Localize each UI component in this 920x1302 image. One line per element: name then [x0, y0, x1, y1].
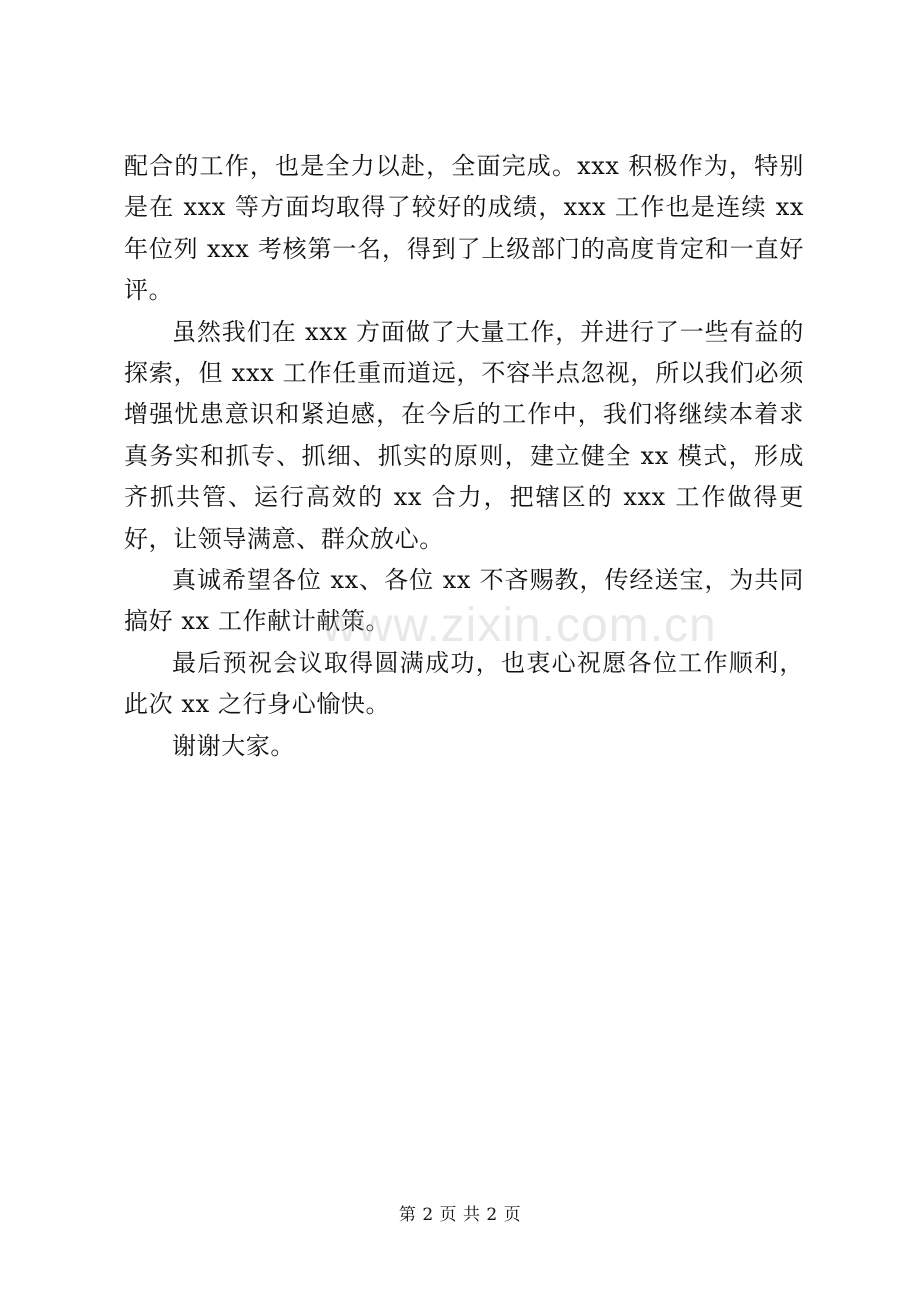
page-number-footer: 第 2 页 共 2 页: [398, 1205, 522, 1225]
paragraph-3: 真诚希望各位 xx、各位 xx 不吝赐教，传经送宝，为共同搞好 xx 工作献计献策。: [124, 566, 804, 636]
paragraph-4: 最后预祝会议取得圆满成功，也衷心祝愿各位工作顺利，此次 xx 之行身心愉快。: [124, 648, 804, 719]
paragraph-2: 虽然我们在 xxx 方面做了大量工作，并进行了一些有益的探索，但 xxx 工作任重而道远，不容半点忽视，所以我们必须增强忧患意识和紧迫感，在今后的工作中，我们将继续本着求真务实和抓专、抓细、抓实的原则，建立健全 xx 模式，形成齐抓共管、运行高效的 xx 合力，把辖区的 xxx 工作做得更好，让领导满意、群众放心。: [124, 317, 804, 553]
paragraph-5: 谢谢大家。: [172, 731, 295, 760]
watermark: www.zixin.com.cn: [322, 599, 717, 652]
document-body: [124, 146, 804, 767]
paragraph-1: 配合的工作，也是全力以赴，全面完成。xxx 积极作为，特别是在 xxx 等方面均取得了较好的成绩，xxx 工作也是连续 xx 年位列 xxx 考核第一名，得到了上级部门的高度肯定和一直好评。: [124, 152, 804, 305]
